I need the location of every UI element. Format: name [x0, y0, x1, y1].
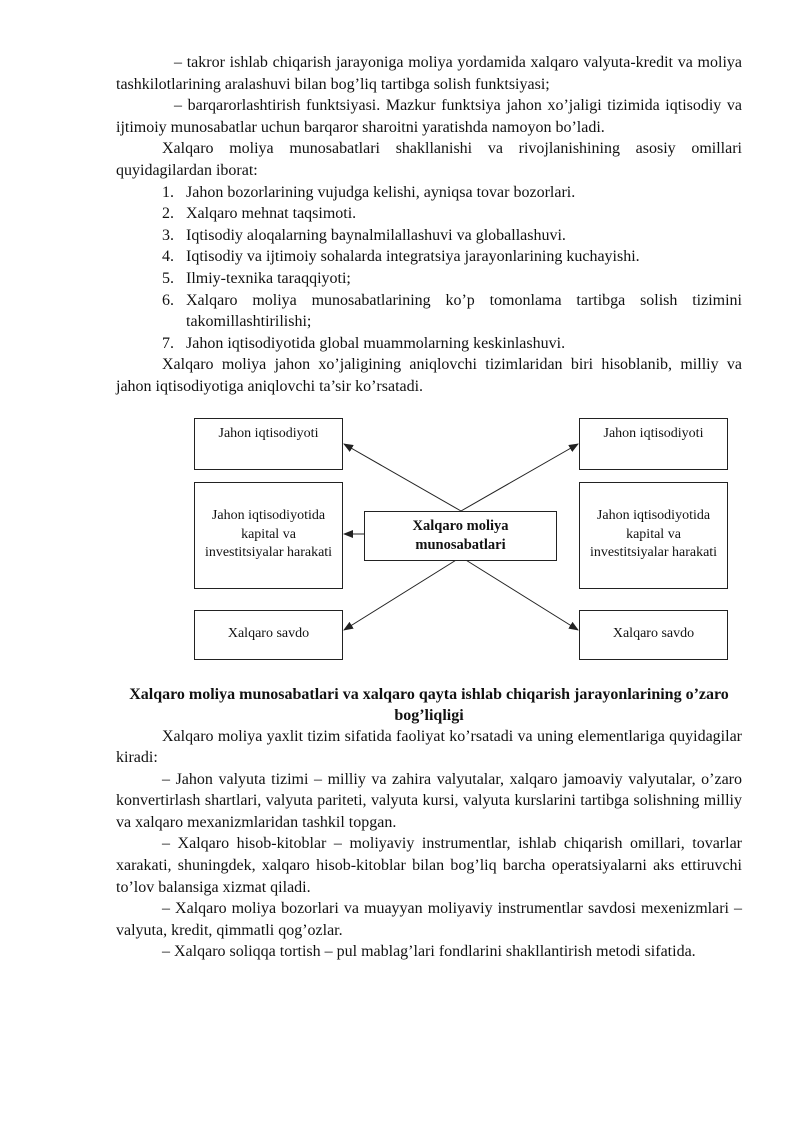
relationship-diagram — [116, 402, 742, 670]
factors-list — [116, 182, 742, 355]
arrow-to-left-top — [344, 444, 461, 511]
list-item — [116, 333, 742, 355]
arrow-to-right-top — [461, 444, 578, 511]
list-item — [116, 203, 742, 225]
element-item-2: – Xalqaro hisob-kitoblar – moliyaviy instrumentlar, ishlab chiqarish omillari, tovarlar xarakati, shuningdek, xalqaro hisob-kitoblar bilan bog’liq barcha operatsiyalarni aks ettiruvchi to’lov balansiga xizmat qiladi. — [116, 835, 742, 896]
arrow-to-right-bottom — [461, 557, 578, 630]
intro-item-1: – takror ishlab chiqarish jarayoniga moliya yordamida xalqaro valyuta-kredit va moliya tashkilotlarining aralashuvi bilan bog’liq tartibga solish funktsiyasi; — [116, 54, 742, 93]
list-item-text: Ilmiy-texnika taraqqiyoti; — [186, 269, 351, 287]
list-item — [116, 290, 742, 333]
list-item-number: 4. — [162, 248, 174, 266]
elements-intro: Xalqaro moliya yaxlit tizim sifatida faoliyat ko’rsatadi va uning elementlariga quyidagilar kiradi: — [116, 727, 742, 767]
list-item-number: 7. — [162, 334, 174, 352]
element-item-3: – Xalqaro moliya bozorlari va muayyan moliyaviy instrumentlar savdosi mexenizmlari – valyuta, kredit, qimmatli qog’ozlar. — [116, 900, 742, 939]
list-item — [116, 246, 742, 268]
element-item-1: – Jahon valyuta tizimi – milliy va zahira valyutalar, xalqaro jamoaviy valyutalar, o’zaro konvertirlash shartlari, valyuta pariteti, valyuta kursi, valyuta kurslarini tartibga solishning milliy va xalqaro mexanizmlaridan tashkil topgan. — [116, 770, 742, 831]
list-item-text: Xalqaro mehnat taqsimoti. — [186, 205, 357, 223]
list-item-text: Iqtisodiy aloqalarning baynalmilallashuvi va globallashuvi. — [186, 226, 566, 244]
list-item — [116, 182, 742, 204]
list-item-text: Jahon iqtisodiyotida global muammolarning keskinlashuvi. — [186, 334, 566, 352]
box-left-bottom: Xalqaro savdo — [194, 610, 343, 660]
document-page — [116, 52, 742, 963]
intro-item-2: – barqarorlashtirish funktsiyasi. Mazkur funktsiya jahon xo’jaligi tizimida iqtisodiy va ijtimoiy munosabatlar uchun barqaror sharoitni yaratishda namoyon bo’ladi. — [116, 97, 742, 136]
list-item-text: Iqtisodiy va ijtimoiy sohalarda integratsiya jarayonlarining kuchayishi. — [186, 248, 640, 266]
box-right-mid: Jahon iqtisodiyotida kapital va investitsiyalar harakati — [579, 482, 728, 589]
list-item — [116, 225, 742, 247]
list-item-text: Xalqaro moliya munosabatlarining ko’p tomonlama tartibga solish tizimini takomillashtirilishi; — [186, 291, 742, 331]
list-item-number: 5. — [162, 269, 174, 287]
box-center: Xalqaro moliya munosabatlari — [364, 511, 557, 561]
box-right-bottom: Xalqaro savdo — [579, 610, 728, 660]
box-left-mid: Jahon iqtisodiyotida kapital va investitsiyalar harakati — [194, 482, 343, 589]
list-item — [116, 268, 742, 290]
arrow-to-left-bottom — [344, 557, 461, 630]
list-item-text: Jahon bozorlarining vujudga kelishi, ayniqsa tovar bozorlari. — [186, 183, 576, 201]
box-left-top: Jahon iqtisodiyoti — [194, 418, 343, 470]
element-item-4: – Xalqaro soliqqa tortish – pul mablag’lari fondlarini shakllantirish metodi sifatida. — [162, 943, 696, 961]
list-item-number: 2. — [162, 205, 174, 223]
diagram-intro: Xalqaro moliya jahon xo’jaligining aniqlovchi tizimlaridan biri hisoblanib, milliy va jahon iqtisodiyotiga aniqlovchi ta’sir ko’rsatadi. — [116, 356, 742, 395]
factors-intro: Xalqaro moliya munosabatlari shakllanishi va rivojlanishining asosiy omillari quyidagilardan iborat: — [116, 140, 742, 179]
list-item-number: 6. — [162, 291, 174, 309]
list-item-number: 3. — [162, 226, 174, 244]
figure-caption: Xalqaro moliya munosabatlari va xalqaro qayta ishlab chiqarish jarayonlarining o’zaro bog’liqligi — [129, 685, 729, 724]
list-item-number: 1. — [162, 183, 174, 201]
box-right-top: Jahon iqtisodiyoti — [579, 418, 728, 470]
